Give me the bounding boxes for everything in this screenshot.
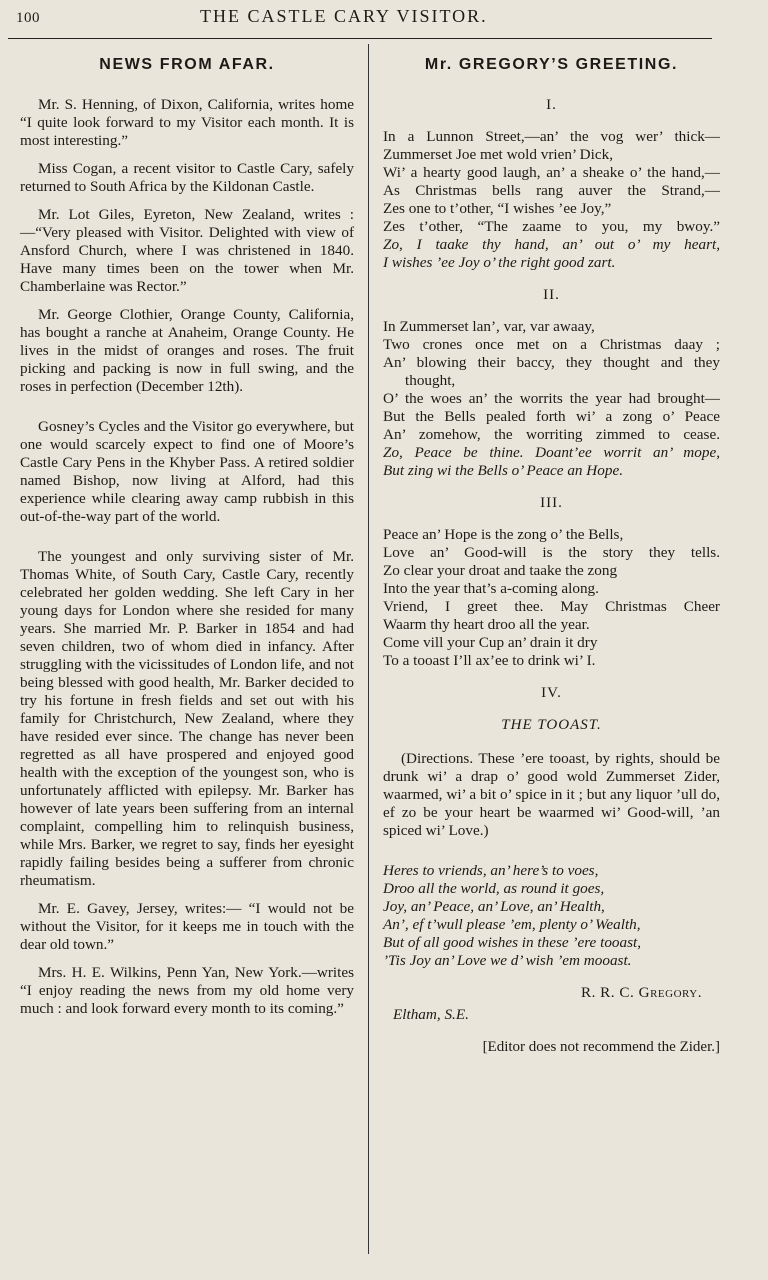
news-paragraph-clothier: Mr. George Clothier, Orange County, California, has bought a ranche at Anaheim, Orange County. He lives in the midst of oranges and roses. The fruit picking and packing is now in full swing, and the roses in perfection (December 12th). bbox=[20, 306, 354, 395]
verse-line: In Zummerset lan’, var, var awaay, bbox=[383, 318, 595, 335]
verse-line: Zo clear your droat and taake the zong bbox=[383, 562, 618, 579]
verse-line: O’ the woes an’ the worrits the year had brought— bbox=[383, 390, 720, 407]
news-paragraph-cogan: Miss Cogan, a recent visitor to Castle Cary, safely returned to South Africa by the Kildonan Castle. bbox=[20, 160, 354, 195]
verse-line-italic: I wishes ’ee Joy o’ the right good zart. bbox=[383, 254, 616, 271]
verse-line-italic: Joy, an’ Peace, an’ Love, an’ Health, bbox=[383, 898, 605, 915]
running-title: THE CASTLE CARY VISITOR. bbox=[200, 6, 488, 26]
verse-line-italic: But zing wi the Bells o’ Peace an Hope. bbox=[383, 462, 623, 479]
column-divider bbox=[368, 44, 369, 1254]
stanza-numeral: III. bbox=[540, 495, 563, 511]
tooast-directions: (Directions. These ’ere tooast, by rights, should be drunk wi’ a drap o’ good wold Zummerset Zider, waarmed, wi’ a bit o’ spice in it ; but any liquor ’ull do, ef zo be your heart be waarmed wi’ Good-will, ’an spiced wi’ Love.) bbox=[383, 750, 720, 839]
verse-line-italic: An’, ef t’wull please ’em, plenty o’ Wealth, bbox=[383, 916, 641, 933]
verse-line: Vriend, I greet thee. May Christmas Cheer bbox=[383, 598, 720, 615]
spacer bbox=[20, 406, 354, 418]
verse-line: An’ zomehow, the worriting zimmed to cease. bbox=[383, 426, 720, 443]
verse-line: Love an’ Good-will is the story they tells. bbox=[383, 544, 720, 561]
gregory-greeting-column bbox=[383, 48, 720, 1056]
news-title: NEWS FROM AFAR. bbox=[99, 56, 275, 73]
verse-line: To a tooast I’ll ax’ee to drink wi’ I. bbox=[383, 652, 596, 669]
verse-line: Two crones once met on a Christmas daay ; bbox=[383, 336, 720, 353]
news-paragraph-gosney: Gosney’s Cycles and the Visitor go everywhere, but one would scarcely expect to find one of Moore’s Castle Cary Pens in the Khyber Pass. A retired soldier named Bishop, now living at Alford, had this experience while clearing away camp rubbish in this out-of-the-way part of the world. bbox=[20, 418, 354, 525]
news-paragraph-gavey: Mr. E. Gavey, Jersey, writes:— “I would not be without the Visitor, for it keeps me in touch with the dear old town.” bbox=[20, 900, 354, 953]
header-rule bbox=[8, 38, 712, 39]
verse-line: Zummerset Joe met wold vrien’ Dick, bbox=[383, 146, 613, 163]
greeting-title: Mr. GREGORY’S GREETING. bbox=[424, 56, 679, 73]
signature-place: Eltham, S.E. bbox=[393, 1006, 469, 1023]
verse-line: Zes one to t’other, “I wishes ’ee Joy,” bbox=[383, 200, 612, 217]
verse-line: But the Bells pealed forth wi’ a zong o’ Peace bbox=[383, 408, 720, 425]
editor-note: [Editor does not recommend the Zider.] bbox=[482, 1039, 720, 1055]
verse-line-italic: Zo, Peace be thine. Doant’ee worrit an’ mope, bbox=[383, 444, 720, 461]
news-paragraph-giles: Mr. Lot Giles, Eyreton, New Zealand, writes :—“Very pleased with Visitor. Delighted with view of Ansford Church, where I was christened in 1840. Have many times been on the tower when Mr. Chamberlaine was Rector.” bbox=[20, 206, 354, 295]
stanza-numeral: II. bbox=[543, 287, 560, 303]
news-paragraph-wilkins: Mrs. H. E. Wilkins, Penn Yan, New York.—writes “I enjoy reading the news from my old home very much : and look forward every month to its coming.” bbox=[20, 964, 354, 1017]
verse-line-italic: ’Tis Joy an’ Love we d’ wish ’em mooast. bbox=[383, 952, 632, 969]
verse-line: Into the year that’s a-coming along. bbox=[383, 580, 599, 597]
verse-line: Zes t’other, “The zaame to you, my bwoy.” bbox=[383, 218, 720, 235]
verse-line: Come vill your Cup an’ drain it dry bbox=[383, 634, 598, 651]
spacer bbox=[383, 850, 720, 862]
verse-line: An’ blowing their baccy, they thought and they thought, bbox=[383, 354, 720, 389]
news-paragraph-henning: Mr. S. Henning, of Dixon, California, writes home “I quite look forward to my Visitor each month. It is most interesting.” bbox=[20, 96, 354, 149]
spacer bbox=[20, 536, 354, 548]
verse-line: Wi’ a hearty good laugh, an’ a sheake o’ the hand,— bbox=[383, 164, 720, 181]
verse-line: Waarm thy heart droo all the year. bbox=[383, 616, 590, 633]
verse-line: In a Lunnon Street,—an’ the vog wer’ thick— bbox=[383, 128, 720, 145]
verse-line-italic: Heres to vriends, an’ here’s to voes, bbox=[383, 862, 599, 879]
verse-line-italic: Droo all the world, as round it goes, bbox=[383, 880, 605, 897]
stanza-numeral: IV. bbox=[541, 685, 562, 701]
news-from-afar-column bbox=[20, 48, 354, 1028]
news-paragraph-white: The youngest and only surviving sister of Mr. Thomas White, of South Cary, Castle Cary, recently celebrated her golden wedding. She left Cary in her young days for London where she resided for many years. She married Mr. P. Barker in 1854 and had seven children, two of whom died in infancy. After struggling with the vicissitudes of London life, and not being blessed with good health, Mr. Barker decided to try his fortune in fresh fields and set out with his family for Christchurch, New Zealand, where they have resided ever since. The change has never been regretted as all have prospered and enjoyed good health with the exception of the youngest son, who is unfortunately afflicted with epilepsy. Mr. Barker has however of late years been suffering from an internal complaint, compelling him to relinquish business, while Mrs. Barker, we regret to say, finds her eyesight rapidly failing besides being a sufferer from chronic rheumatism. bbox=[20, 548, 354, 889]
tooast-subtitle: THE TOOAST. bbox=[501, 717, 602, 733]
verse-line-italic: But of all good wishes in these ’ere tooast, bbox=[383, 934, 642, 951]
verse-line: As Christmas bells rang auver the Strand,— bbox=[383, 182, 720, 199]
page-number: 100 bbox=[16, 10, 40, 26]
stanza-numeral: I. bbox=[546, 97, 557, 113]
signature: R. R. C. Gregory. bbox=[580, 984, 702, 1001]
verse-line: Peace an’ Hope is the zong o’ the Bells, bbox=[383, 526, 624, 543]
verse-line-italic: Zo, I taake thy hand, an’ out o’ my heart, bbox=[383, 236, 720, 253]
tooast-verse bbox=[383, 862, 720, 970]
